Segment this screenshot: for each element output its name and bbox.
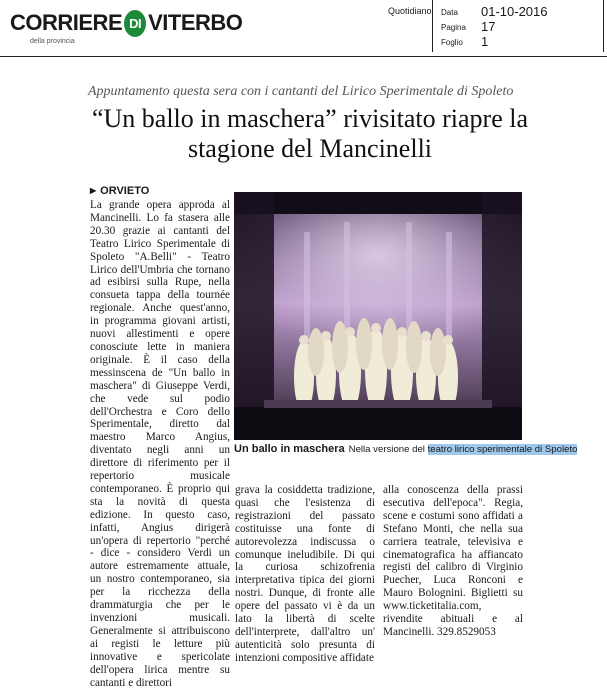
- opera-stage-photo: [234, 192, 522, 440]
- logo-left-text: CORRIERE: [10, 10, 123, 35]
- article-column-3: alla conoscenza della prassi esecutiva dell'epoca". Regia, scene e costumi sono affidati a Stefano Monti, che nella sua carriera teatrale, televisiva e cinematografica ha affiancato registi del calibro di Virginio Puecher, Luca Ronconi e Mauro Bolognini. Biglietti su www.ticketitalia.com, rivendite abituali e al Mancinelli. 329.8529053: [383, 484, 523, 638]
- masthead: [0, 0, 607, 57]
- publication-type: Quotidiano: [388, 6, 432, 16]
- logo-subtitle: della provincia: [30, 38, 75, 45]
- date-label: Data: [441, 8, 458, 17]
- caption-title: Un ballo in maschera: [234, 443, 345, 455]
- article-column-2: grava la cosiddetta tradizione, quasi che l'esistenza di registrazioni del passato costituisse una fonte di autorevolezza indiscussa o comunque ineludibile. Di qui la curiosa schizofrenia interpretativa tipica dei giorni nostri. Dunque, di fronte alle opere del passato vi è da un lato la libertà di scelte dell'interprete, dall'altro un' autenticità solo presunta di intenzioni compositive affidate: [235, 484, 375, 664]
- sheet-value: 1: [481, 34, 489, 49]
- article-dateline: ▶ ORVIETO: [90, 185, 149, 197]
- page-label: Pagina: [441, 23, 466, 32]
- article-headline: “Un ballo in maschera” rivisitato riapre la stagione del Mancinelli: [91, 104, 529, 163]
- logo-right-text: VITERBO: [148, 10, 243, 35]
- article-column-1: La grande opera approda al Mancinelli. Lo fa stasera alle 20.30 grazie ai cantanti del Teatro Lirico Sperimentale di Spoleto "A.Belli" - Teatro Lirico dell'Umbria che tornano ad esibirsi sulla Rupe, nella consueta tappa della tournée regionale. Anche quest'anno, in programma giovani artisti, nuovi allestimenti e opere conosciute lette in maniera originale. È il caso della messinscena de "Un ballo in maschera" di Giuseppe Verdi, che vede sul podio dell'Orchestra e Coro dello Sperimentale, diretto dal maestro Marco Angius, diventato negli anni un direttore di riferimento per il repertorio musicale contemporaneo. È proprio qui sta la novità di questa edizione. In questo caso, infatti, Angius dirigerà un'opera di repertorio "perché - dice - considero Verdi un autore estremamente attuale, un nostro contemporaneo, sia per la ricchezza della drammaturgia che per le invenzioni musicali. Generalmente si attribuiscono ai registi le letture più innovative e spericolate dell'opera lirica mentre su cantanti e direttori: [90, 199, 230, 689]
- meta-sheet-row: [441, 34, 601, 50]
- article-kicker: Appuntamento questa sera con i cantanti del Lirico Sperimentale di Spoleto: [88, 84, 514, 99]
- stage-photo-illustration: [234, 192, 522, 440]
- photo-caption: [234, 443, 578, 455]
- sheet-label: Foglio: [441, 38, 463, 47]
- clipping-metadata: [432, 0, 604, 52]
- newspaper-logo: [10, 10, 242, 37]
- meta-page-row: [441, 19, 601, 35]
- meta-date-row: [441, 4, 601, 20]
- date-value: 01-10-2016: [481, 4, 548, 19]
- caption-highlighted-text: teatro lirico sperimentale di Spoleto: [427, 444, 578, 455]
- caption-text: Nella versione del: [348, 444, 425, 455]
- page-value: 17: [481, 19, 496, 34]
- logo-di-badge: DI: [124, 10, 146, 37]
